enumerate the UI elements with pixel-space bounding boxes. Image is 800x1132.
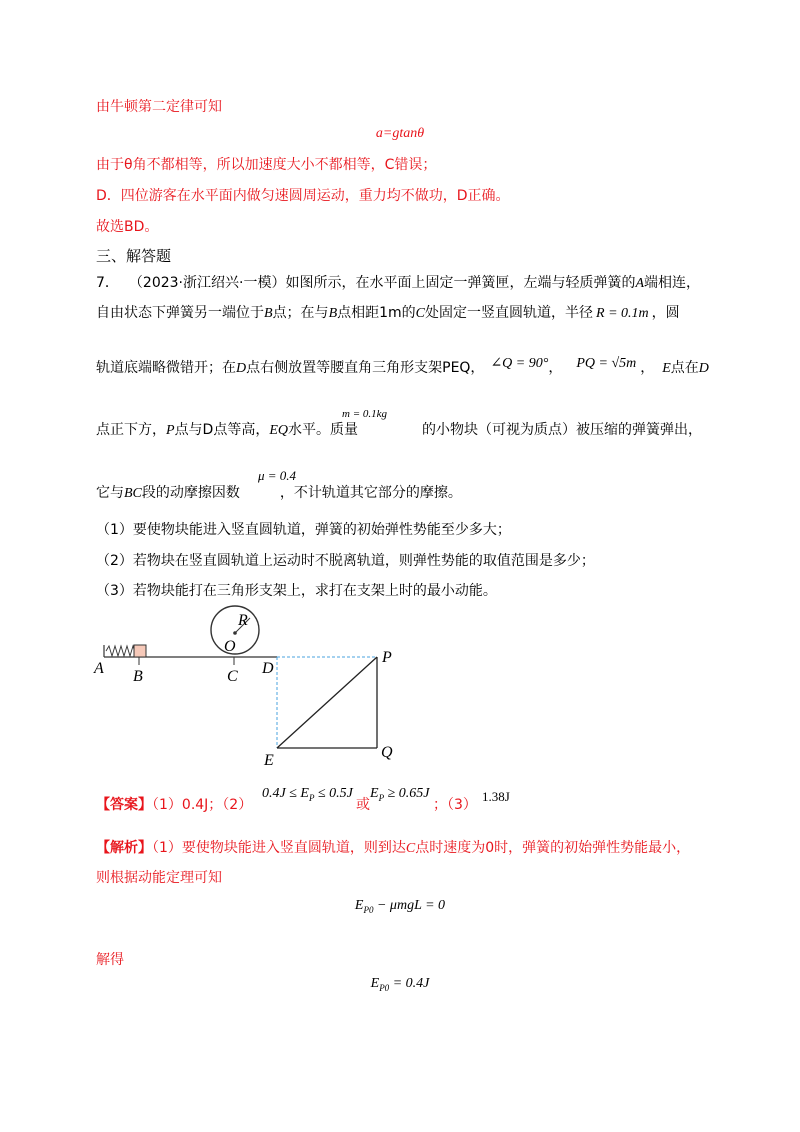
problem-number: 7． (96, 275, 119, 291)
letter-C: C (405, 841, 416, 856)
problem-text: 自由状态下弹簧另一端位于 (96, 305, 264, 321)
label-B: B (133, 668, 143, 685)
answer-range-1: $0.4J \le E_P \le 0.5J$ (262, 786, 353, 803)
problem-text: 点在 (670, 360, 699, 376)
letter-B: B (328, 306, 338, 321)
solution-line-1: 由牛顿第二定律可知 (96, 99, 222, 115)
label-O: O (224, 638, 236, 655)
answer-part-3: 1.38J (482, 789, 510, 804)
letter-B: B (264, 306, 273, 321)
mass-value: m = 0.1kg (342, 408, 387, 420)
problem-text: 点相距1m的 (337, 305, 416, 321)
letter-E: E (662, 361, 671, 376)
problem-line-3 (96, 358, 709, 379)
label-D: D (262, 660, 274, 677)
problem-text: ，圆 (651, 305, 680, 321)
problem-text: 端相连， (644, 275, 701, 291)
answer-tag: 【答案】 (96, 797, 152, 813)
problem-line-2 (96, 303, 680, 324)
spring-block (134, 645, 146, 657)
problem-text: 段的动摩擦因数 (141, 485, 240, 501)
problem-text: 处固定一竖直圆轨道，半径 (425, 305, 594, 321)
problem-line-4 (96, 420, 702, 441)
problem-line-5 (96, 483, 462, 504)
label-A: A (94, 660, 104, 677)
problem-line-1 (96, 273, 700, 294)
question-3: （3）若物块能打在三角形支架上，求打在支架上时的最小动能。 (96, 583, 497, 599)
friction-coefficient: μ = 0.4 (258, 468, 297, 483)
problem-text: ，不计轨道其它部分的摩擦。 (279, 485, 462, 501)
side-EP (277, 657, 377, 748)
answer-or: 或 (356, 797, 370, 813)
problem-text: 点正下方， (96, 422, 166, 438)
problem-text: 轨道底端略微错开；在 (96, 360, 236, 376)
angle-q: ∠Q = 90° (490, 356, 549, 371)
problem-text: ， (640, 360, 655, 376)
answer-part-1: （1）0.4J；（2） (152, 797, 253, 813)
analysis-line-1 (96, 838, 690, 859)
radius-value: R = 0.1m (596, 306, 649, 321)
problem-source: （2023·浙江绍兴·一模） (128, 275, 286, 291)
problem-text: 点与D点等高， (174, 422, 270, 438)
equation-result: $E_{P0} = 0.4J$ (370, 976, 430, 993)
letter-EQ: EQ (269, 423, 289, 438)
problem-text: 如图所示，在水平面上固定一弹簧匣，左端与轻质弹簧的 (285, 275, 636, 291)
solution-line-3: D．四位游客在水平面内做匀速圆周运动，重力均不做功，D正确。 (96, 188, 510, 204)
letter-D: D (698, 361, 709, 376)
analysis-line-3: 解得 (96, 952, 124, 968)
letter-D: D (236, 361, 247, 376)
section-title: 三、解答题 (96, 247, 172, 265)
label-R: R (238, 612, 248, 629)
problem-text: 它与 (96, 485, 124, 501)
answer-range-2: $E_P \ge 0.65J$ (370, 786, 430, 803)
letter-P: P (166, 423, 175, 438)
label-C: C (227, 668, 238, 685)
analysis-text: （1）要使物块能进入竖直圆轨道，则到达 (152, 840, 406, 856)
analysis-text: 点时速度为0时，弹簧的初始弹性势能最小， (415, 840, 691, 856)
problem-text: 的小物块（可视为质点）被压缩的弹簧弹出， (422, 422, 703, 438)
letter-BC: BC (124, 486, 142, 501)
letter-A: A (635, 276, 645, 291)
answer-sep: ；（3） (433, 797, 477, 813)
question-2: （2）若物块在竖直圆轨道上运动时不脱离轨道，则弹性势能的取值范围是多少； (96, 553, 595, 569)
label-Q: Q (381, 744, 393, 761)
pq-length: PQ = √5m (576, 356, 637, 371)
letter-C: C (415, 306, 426, 321)
analysis-line-2: 则根据动能定理可知 (96, 870, 222, 886)
problem-text: 点；在与 (272, 305, 329, 321)
question-1: （1）要使物块能进入竖直圆轨道，弹簧的初始弹性势能至少多大； (96, 522, 511, 538)
problem-text: ， (548, 360, 563, 376)
problem-text: 水平。质量 (288, 422, 359, 438)
solution-line-4: 故选BD。 (96, 219, 159, 235)
solution-line-2: 由于θ角不都相等，所以加速度大小不都相等，C错误； (96, 157, 437, 173)
equation-energy: $E_{P0} - \mu mgL = 0$ (354, 898, 446, 915)
physics-figure (90, 605, 410, 775)
problem-text: 点右侧放置等腰直角三角形支架PEQ， (246, 360, 485, 376)
label-P: P (382, 649, 392, 666)
label-E: E (264, 752, 274, 769)
answer-line (96, 795, 252, 815)
analysis-tag: 【解析】 (96, 840, 152, 856)
equation-acceleration: a=gtanθ (375, 126, 425, 141)
